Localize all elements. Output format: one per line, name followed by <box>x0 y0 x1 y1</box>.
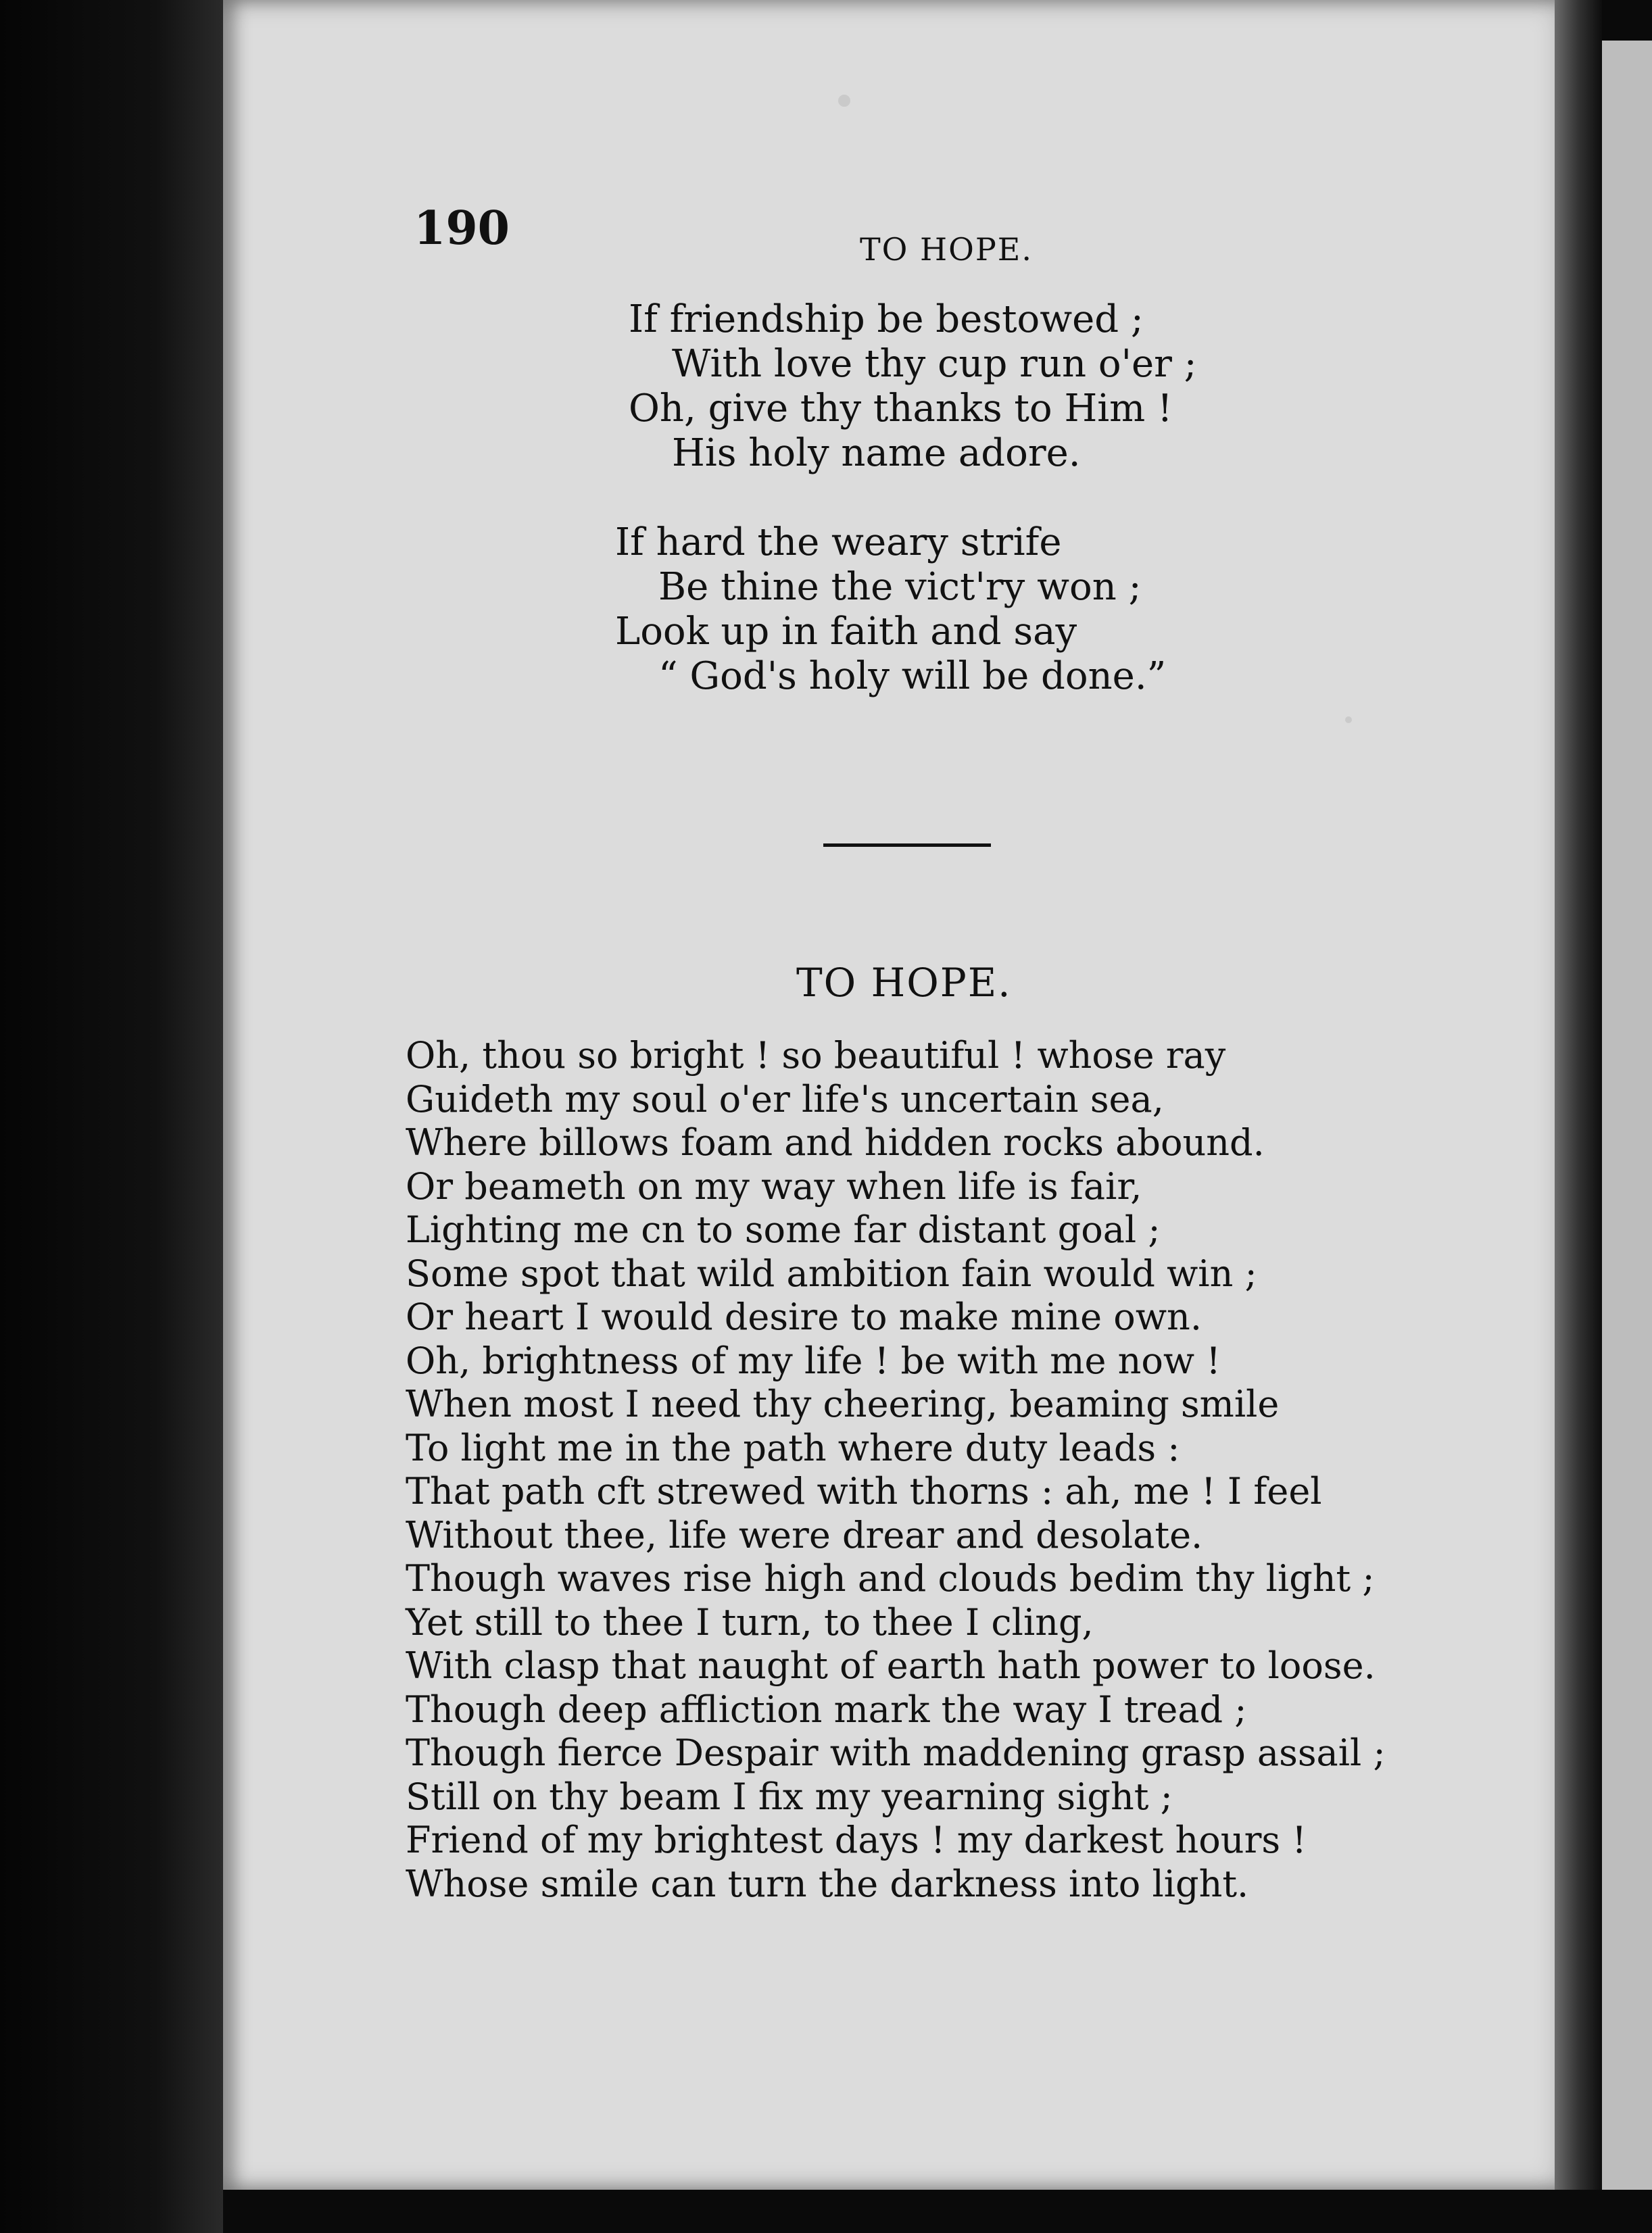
stanza <box>615 520 1166 699</box>
verse-line: Or heart I would desire to make mine own. <box>406 1296 1202 1338</box>
verse-line: Without thee, life were drear and desolate. <box>406 1513 1203 1556</box>
verse-line: Friend of my brightest days ! my darkest hours ! <box>406 1819 1307 1861</box>
section-divider <box>823 843 991 847</box>
verse-line: His holy name adore. <box>672 431 1081 475</box>
poem-title: TO HOPE. <box>796 960 1012 1006</box>
verse-line: With love thy cup run o'er ; <box>672 342 1197 386</box>
facing-page-edge <box>1602 41 1652 2233</box>
verse-line: “ God's holy will be done.” <box>658 654 1167 698</box>
binding-shadow <box>0 0 223 2233</box>
verse-line: Though fierce Despair with maddening grasp assail ; <box>406 1732 1386 1774</box>
page-number: 190 <box>414 201 510 255</box>
verse-line: Lighting me cn to some far distant goal ; <box>406 1208 1161 1251</box>
verse-line: Though waves rise high and clouds bedim thy light ; <box>406 1557 1375 1600</box>
verse-line: To light me in the path where duty leads : <box>406 1426 1180 1469</box>
verse-line: Oh, thou so bright ! so beautiful ! whose ray <box>406 1034 1226 1077</box>
paper-speck <box>838 95 850 107</box>
verse-line: With clasp that naught of earth hath power to loose. <box>406 1644 1376 1687</box>
running-head: TO HOPE. <box>860 231 1033 268</box>
verse-line: Though deep affliction mark the way I tread ; <box>406 1688 1247 1731</box>
poem-body <box>406 1034 1386 1906</box>
verse-line: Oh, brightness of my life ! be with me now ! <box>406 1339 1221 1382</box>
verse-line: Guideth my soul o'er life's uncertain sea, <box>406 1077 1164 1121</box>
page-gutter <box>1555 0 1602 2233</box>
verse-line: Or beameth on my way when life is fair, <box>406 1164 1142 1208</box>
stanza <box>629 297 1197 476</box>
verse-line: When most I need thy cheering, beaming smile <box>406 1383 1280 1425</box>
verse-line: Oh, give thy thanks to Him ! <box>629 387 1173 431</box>
verse-line: Some spot that wild ambition fain would win ; <box>406 1252 1257 1295</box>
verse-line: Yet still to thee I turn, to thee I cling, <box>406 1600 1094 1644</box>
verse-line: Still on thy beam I fix my yearning sight ; <box>406 1775 1173 1818</box>
verse-line: Be thine the vict'ry won ; <box>658 565 1142 609</box>
verse-line: Where billows foam and hidden rocks abound. <box>406 1121 1265 1164</box>
paper-speck <box>1345 716 1352 723</box>
verse-line: If friendship be bestowed ; <box>629 297 1144 341</box>
verse-line: Whose smile can turn the darkness into light. <box>406 1862 1249 1905</box>
bottom-shadow <box>223 2190 1652 2233</box>
verse-line: Look up in faith and say <box>615 610 1077 654</box>
verse-line: That path cft strewed with thorns : ah, me ! I feel <box>406 1470 1322 1513</box>
verse-line: If hard the weary strife <box>615 520 1062 564</box>
